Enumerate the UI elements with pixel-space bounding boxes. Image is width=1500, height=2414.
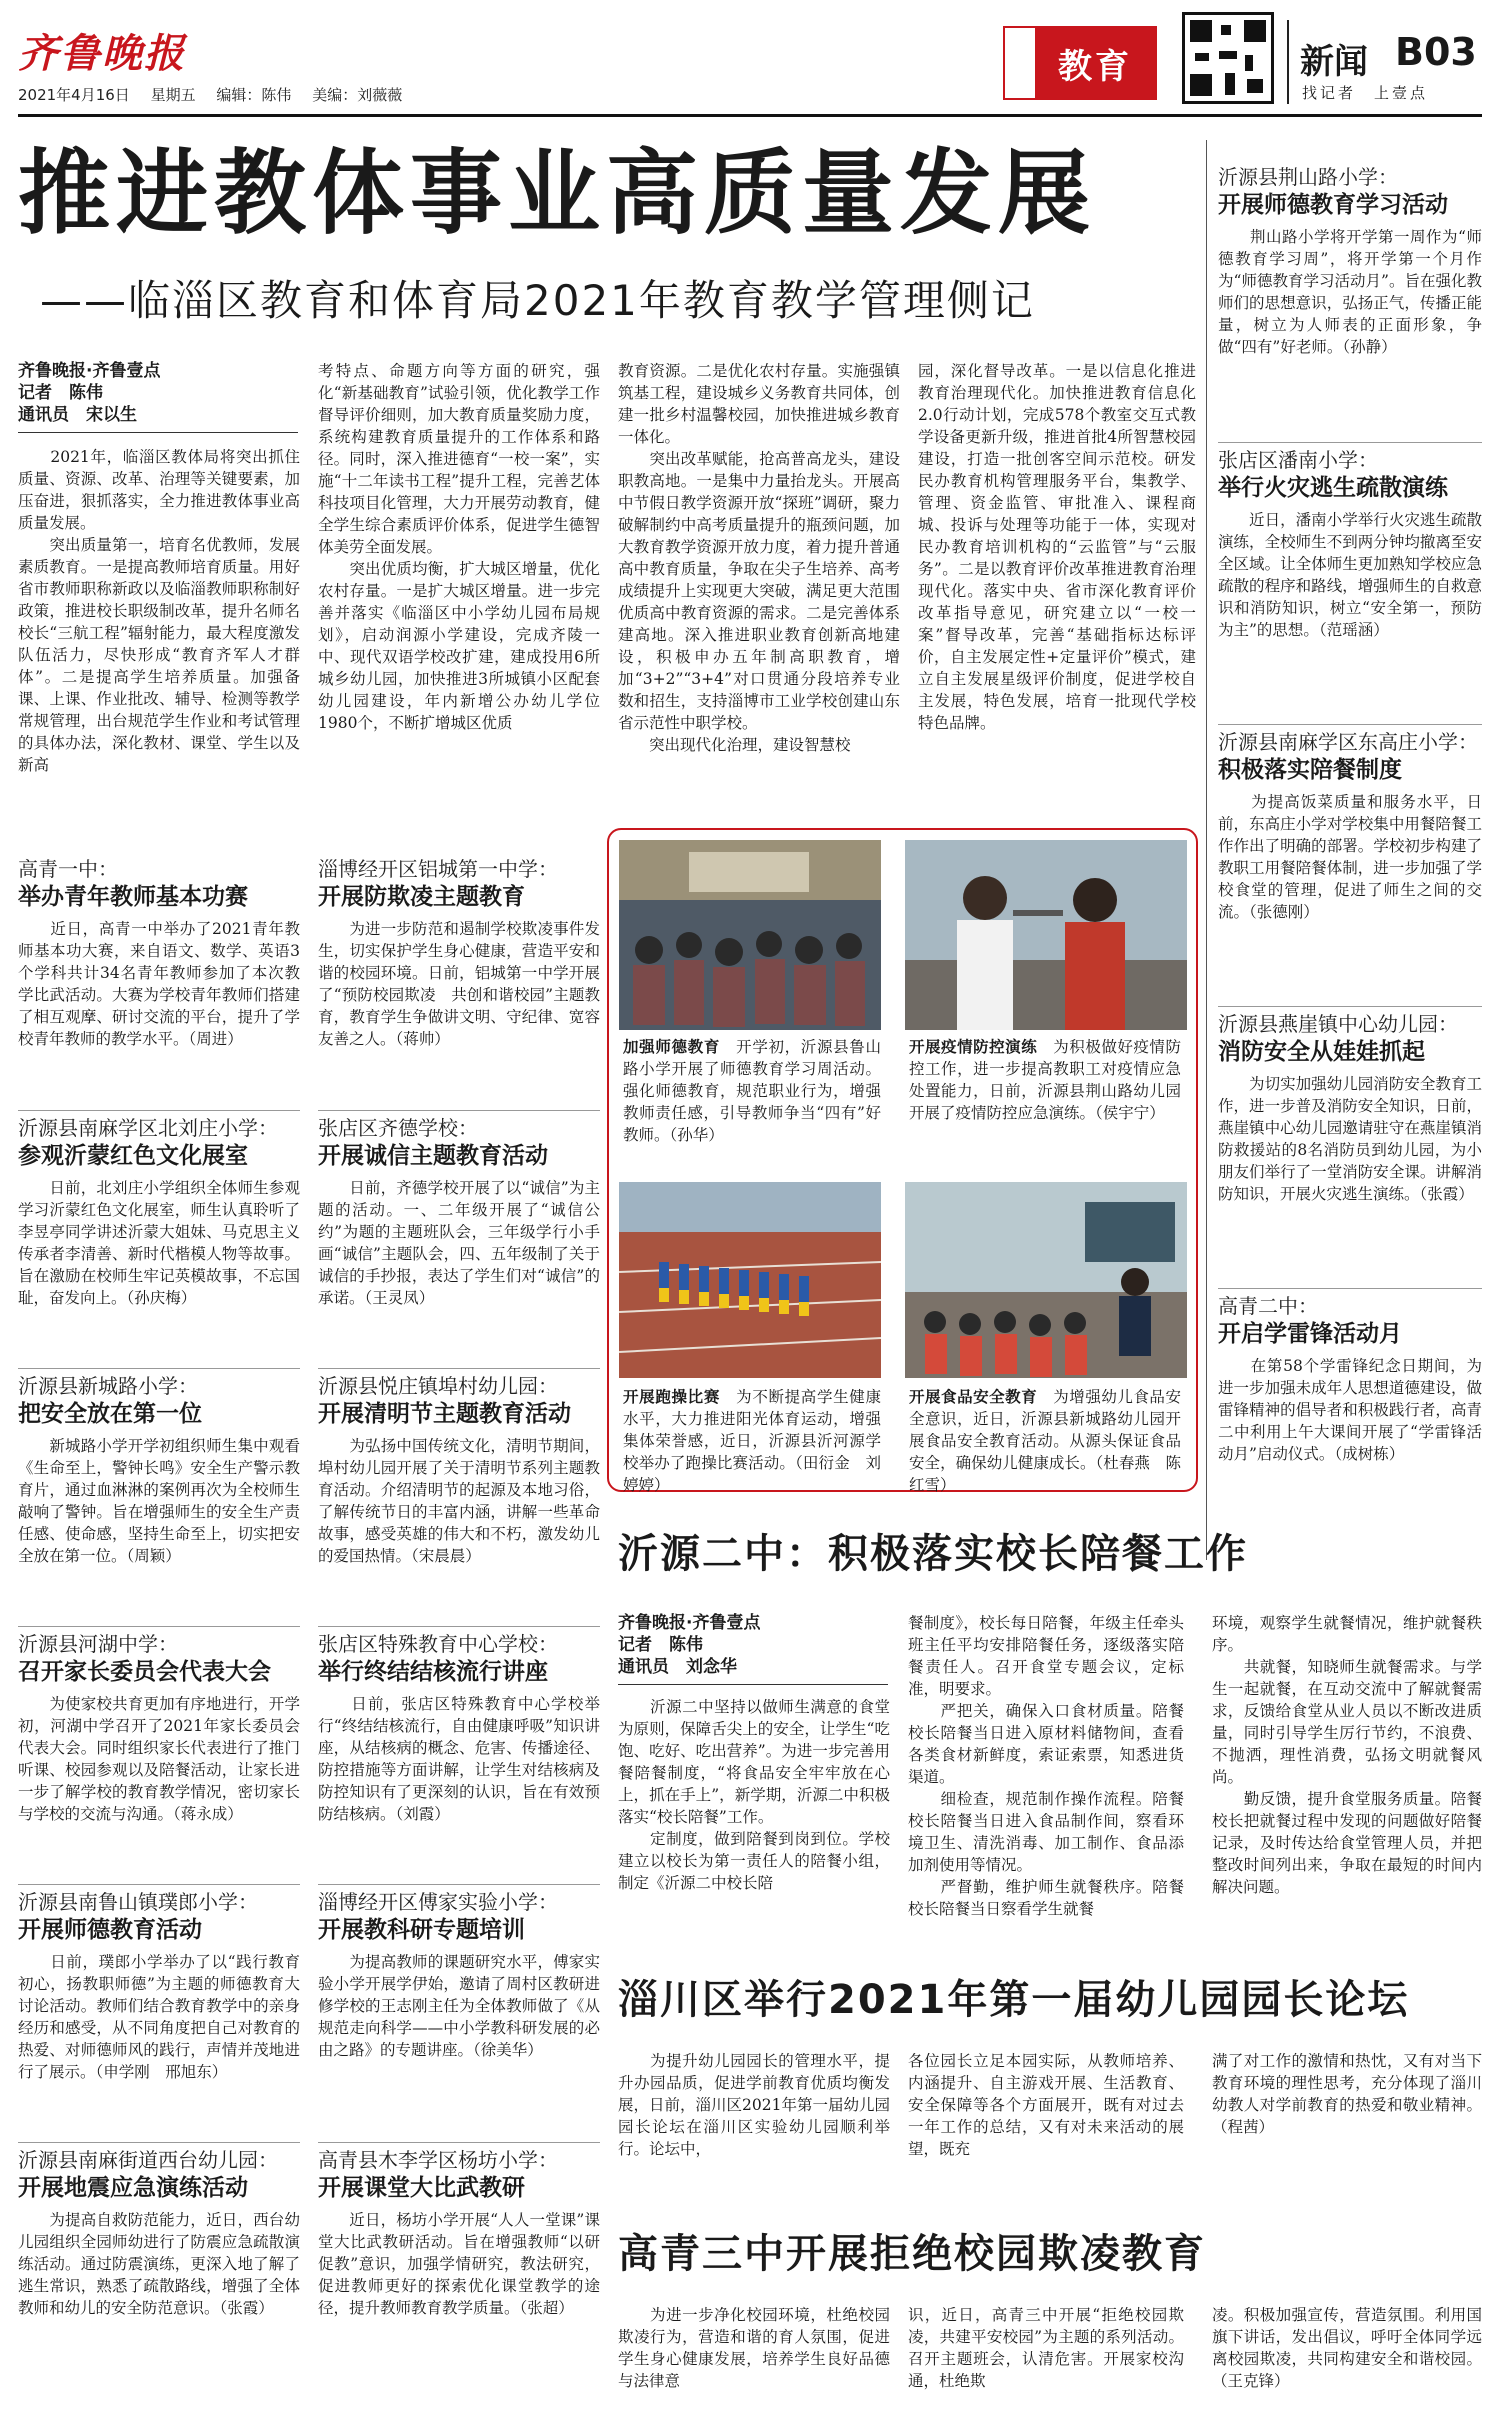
brief-body — [18, 1435, 300, 1567]
brief-school-name: 张店区潘南小学： — [1218, 448, 1378, 472]
brief-headline: 开展师德教育活动 — [18, 1917, 202, 1943]
brief-author: （成树栋） — [1334, 1445, 1405, 1463]
brief-body — [318, 1951, 600, 2061]
masthead-divider — [1287, 20, 1289, 104]
left-brief — [18, 2142, 300, 2404]
photo-caption-4-body: 为增强幼儿食品安全意识，近日，沂源县新城路幼儿园开展食品安全教育活动。从源头保证食品安全，确保幼儿健康成长。 — [909, 1388, 1181, 1472]
byline-reporter: 记者 陈伟 — [18, 383, 103, 403]
left-brief — [18, 1368, 300, 1626]
brief-body-text: 近日，潘南小学举行火灾逃生疏散演练，全校师生不到两分钟均撤离至安全区域。让全体师生更加熟知学校应急疏散的程序和路线，增强师生的自救意识和消防知识，树立“安全第一，预防为主”的思想。 — [1218, 511, 1482, 639]
article4-author: （王克锋） — [1212, 2372, 1290, 2390]
brief-body-text: 日前，张店区特殊教育中心学校举行“终结结核流行，自由健康呼吸”知识讲座，从结核病的概念、危害、传播途径、防控措施等方面讲解，让学生对结核病及防控知识有了更深刻的认识，旨在有效预防结核病。 — [318, 1695, 600, 1823]
brief-body-text: 为提高饭菜质量和服务水平，日前，东高庄小学对学校集中用餐陪餐工作作出了明确的部署。学校初步构建了教职工用餐陪餐体制，进一步加强了学校食堂的管理，促进了师生之间的交流。 — [1218, 793, 1482, 921]
brief-headline: 开展课堂大比武教研 — [318, 2175, 525, 2201]
left-brief — [18, 1884, 300, 2142]
brief-school-name: 沂源县河湖中学： — [18, 1632, 178, 1656]
brief-author: （蒋永成） — [173, 1805, 243, 1823]
article3-col1: 为提升幼儿园园长的管理水平，提升办园品质，促进学前教育优质均衡发展，日前，淄川区2021年第一届幼儿园园长论坛在淄川区实验幼儿园顺利举行。论坛中， — [618, 2052, 890, 2158]
middle-brief — [318, 1626, 600, 1884]
brief-author: （徐美华） — [473, 2041, 543, 2059]
issue-weekday: 星期五 — [150, 86, 196, 104]
brief-body — [318, 1693, 600, 1825]
brief-body — [1218, 226, 1482, 358]
byline-outlet: 齐鲁晚报·齐鲁壹点 — [18, 361, 161, 381]
brief-author: （范瑶涵） — [1318, 621, 1389, 639]
article2-col2: 餐制度》，校长每日陪餐，年级主任牵头班主任平均安排陪餐任务，逐级落实陪餐责任人。召开食堂专题会议，定标准，明要求。 严把关，确保入口食材质量。陪餐校长陪餐当日进入原材料储物间，查看各类食材新鲜度，索证索票，知悉进货渠道。 细检查，规范制作操作流程。陪餐校长陪餐当日进入食品制作间，察看环境卫生、清洗消毒、加工制作、食品添加剂使用等情况。 严督勤，维护师生就餐秩序。陪餐校长陪餐当日察看学生就餐 — [908, 1614, 1184, 1918]
brief-school-name: 张店区特殊教育中心学校： — [318, 1632, 558, 1656]
lead-body-col2: 考特点、命题方向等方面的研究，强化“新基础教育”试验引领，优化教学工作督导评价细则，加大教育质量奖励力度，系统构建教育质量提升的工作体系和路径。同时，深入推进德育“一校一案”，实施“十二年读书工程”提升工程，完善艺体科技项目化管理，大力开展劳动教育，健全学生综合素质评价体系，促进学生德智体美劳全面发展。 突出优质均衡，扩大城区增量，优化农村存量。一是扩大城区增量。进一步完善并落实《临淄区中小学幼儿园布局规划》，启动润源小学建设，完成齐陵一中、现代双语学校改扩建，建成投用6所城乡幼儿园，加快推进3所城镇小区配套幼儿园建设，年内新增公办幼儿学位1980个，不断扩增城区优质 — [318, 362, 600, 732]
brief-author: （孙静） — [1342, 338, 1397, 356]
lead-byline — [18, 360, 308, 426]
brief-headline: 参观沂蒙红色文化展室 — [18, 1143, 248, 1169]
brief-body — [18, 1951, 300, 2083]
qr-code-icon — [1182, 12, 1274, 104]
brief-author: （申学刚 邢旭东） — [95, 2063, 228, 2081]
article2-byline-reporter: 记者 陈伟 — [618, 1635, 703, 1655]
brief-body — [1218, 1355, 1482, 1465]
brief-headline: 开启学雷锋活动月 — [1218, 1321, 1402, 1347]
photo-caption-3-body: 为不断提高学生健康水平，大力推进阳光体育运动，增强集体荣誉感，近日，沂源县沂河源学校举办了跑操比赛活动。 — [623, 1388, 881, 1472]
article2-byline-correspondent: 通讯员 刘念华 — [618, 1657, 737, 1677]
brief-headline: 开展教科研专题培训 — [318, 1917, 525, 1943]
brief-body — [1218, 509, 1482, 641]
right-column-divider — [1206, 140, 1207, 1560]
brief-author: （孙庆梅） — [126, 1289, 197, 1307]
brief-body-text: 荆山路小学将开学第一周作为“师德教育学习周”，将开学第一个月作为“师德教育学习活动月”。旨在强化教师们的思想意识，弘扬正气，传播正能量，树立为人师表的正面形象，争做“四有”好老师。 — [1218, 228, 1482, 356]
middle-brief — [318, 1368, 600, 1626]
brief-body-text: 为提高自救防范能力，近日，西台幼儿园组织全园师幼进行了防震应急疏散演练活动。通过防震演练，更深入地了解了逃生常识，熟悉了疏散路线，增强了全体教师和幼儿的安全防范意识。 — [18, 2211, 300, 2317]
lead-subheadline: ——临淄区教育和体育局2021年教育教学管理侧记 — [40, 276, 1035, 325]
brief-body — [18, 1177, 300, 1309]
brief-school-name: 沂源县南麻学区东高庄小学： — [1218, 730, 1478, 754]
article2-byline-rule — [618, 1684, 888, 1685]
article2-col3: 环境，观察学生就餐情况，维护就餐秩序。 共就餐，知晓师生就餐需求。与学生一起就餐，在互动交流中了解就餐需求，反馈给食堂从业人员以不断改进质量，同时引导学生厉行节约，不浪费、不抛洒，理性消费，弘扬文明就餐风尚。 勤反馈，提升食堂服务质量。陪餐校长把就餐过程中发现的问题做好陪餐记录，及时传达给食堂管理人员，并把整改时间列出来，争取在最短的时间内解决问题。 — [1212, 1614, 1482, 1896]
article3-title: 淄川区举行2021年第一届幼儿园园长论坛 — [618, 1977, 1410, 2023]
brief-school-name: 沂源县燕崖镇中心幼儿园： — [1218, 1012, 1458, 1036]
photo-caption-3-head: 开展跑操比赛 — [623, 1388, 720, 1406]
left-briefs-column — [18, 852, 300, 2404]
photo-caption-3 — [623, 1386, 881, 1496]
photo-caption-2-head: 开展疫情防控演练 — [909, 1038, 1038, 1056]
brief-school-name: 淄博经开区傅家实验小学： — [318, 1890, 558, 1914]
article3-col2: 各位园长立足本园实际，从教师培养、内涵提升、自主游戏开展、生活教育、安全保障等各个方面展开，既有对过去一年工作的总结，又有对未来活动的展望，既充 — [908, 2052, 1184, 2158]
issue-meta — [18, 84, 418, 105]
article4-col1: 为进一步净化校园环境，杜绝校园欺凌行为，营造和谐的育人氛围，促进学生身心健康发展，培养学生良好品德与法律意 — [618, 2306, 890, 2390]
brief-school-name: 高青二中： — [1218, 1294, 1318, 1318]
brief-headline: 举行火灾逃生疏散演练 — [1218, 475, 1448, 501]
page-staff: 找记者 上壹点 — [1302, 84, 1429, 102]
brief-body — [1218, 791, 1482, 923]
brief-body-text: 为使家校共育更加有序地进行，开学初，河湖中学召开了2021年家长委员会代表大会。同时组织家长代表进行了推门听课、校园参观以及陪餐活动，让家长进一步了解学校的教育教学情况，密切家长与学校的交流与沟通。 — [18, 1695, 300, 1823]
brief-author: （周颖） — [126, 1547, 181, 1565]
photo-running-competition — [619, 1182, 881, 1378]
brief-headline: 举行终结结核流行讲座 — [318, 1659, 548, 1685]
newspaper-logo: 齐鲁晚报 — [18, 31, 186, 77]
brief-body-text: 近日，杨坊小学开展“人人一堂课”课堂大比武教研活动。旨在增强教师“以研促教”意识，加强学情研究，教法研究，促进教师更好的探索优化课堂教学的途径，提升教师教育教学质量。 — [318, 2211, 600, 2317]
article2-byline-outlet: 齐鲁晚报·齐鲁壹点 — [618, 1613, 761, 1633]
brief-author: （宋晨晨） — [411, 1547, 481, 1565]
brief-headline: 开展诚信主题教育活动 — [318, 1143, 548, 1169]
photo-teacher-meeting — [619, 840, 881, 1030]
issue-editor: 编辑：陈伟 — [216, 86, 292, 104]
brief-author: （张德刚） — [1249, 903, 1319, 921]
lead-headline: 推进教体事业高质量发展 — [18, 140, 1097, 247]
brief-school-name: 沂源县悦庄镇埠村幼儿园： — [318, 1374, 558, 1398]
right-brief — [1218, 1006, 1482, 1288]
photo-epidemic-drill — [905, 840, 1187, 1030]
page-section: 新闻 — [1300, 42, 1368, 82]
brief-school-name: 沂源县南鲁山镇璞郎小学： — [18, 1890, 258, 1914]
photo-caption-4-head: 开展食品安全教育 — [909, 1388, 1038, 1406]
right-brief — [1218, 1288, 1482, 1570]
article3-col3 — [1212, 2050, 1482, 2204]
byline-rule — [18, 432, 298, 433]
brief-headline: 开展清明节主题教育活动 — [318, 1401, 571, 1427]
article2-col1: 沂源二中坚持以做师生满意的食堂为原则，保障舌尖上的安全，让学生“吃饱、吃好、吃出营养”。为进一步完善用餐陪餐制度，“将食品安全牢牢放在心上，抓在手上”，新学期，沂源二中积极落实“校长陪餐”工作。 定制度，做到陪餐到岗到位。学校建立以校长为第一责任人的陪餐小组，制定《沂源二中校长陪 — [618, 1698, 890, 1892]
photo-caption-1-author: （孙华） — [669, 1126, 724, 1144]
photo-caption-3-author: （田衍金 刘婷婷） — [623, 1454, 881, 1494]
brief-author: （蒋帅） — [395, 1030, 450, 1048]
brief-body-text: 为进一步防范和遏制学校欺凌事件发生，切实保护学生身心健康，营造平安和谐的校园环境。日前，铝城第一中学开展了“预防校园欺凌 共创和谐校园”主题教育，教育学生争做讲文明、守纪律、宽容友善之人。 — [318, 920, 600, 1048]
left-brief — [18, 1110, 300, 1368]
brief-headline: 开展地震应急演练活动 — [18, 2175, 248, 2201]
brief-school-name: 沂源县南麻街道西台幼儿园： — [18, 2148, 278, 2172]
right-briefs-column — [1218, 160, 1482, 1570]
brief-body-text: 为切实加强幼儿园消防安全教育工作，进一步普及消防安全知识，日前，燕崖镇中心幼儿园邀请驻守在燕崖镇消防救援站的8名消防员到幼儿园，为小朋友们举行了一堂消防安全课。讲解消防知识，开展火灾逃生演练。 — [1218, 1075, 1482, 1203]
brief-headline: 召开家长委员会代表大会 — [18, 1659, 271, 1685]
photo-caption-1-body: 开学初，沂源县鲁山路小学开展了师德教育学习周活动。强化师德教育，规范职业行为，增强教师责任感，引导教师争当“四有”好教师。 — [623, 1038, 881, 1144]
brief-author: （张超） — [519, 2299, 574, 2317]
lead-body-col4: 园，深化督导改革。一是以信息化推进教育治理现代化。加快推进教育信息化2.0行动计划，完成578个教室交互式教学设备更新升级，推进首批4所智慧校园建设，打造一批创客空间示范校。研发民办教育机构管理服务平台，集教学、管理、资金监管、审批准入、课程商城、投诉与处理等功能于一体，实现对民办教育培训机构的“云监管”与“云服务”。二是以教育评价改革推进教育治理现代化。落实中央、省市深化教育评价改革指导意见，研究建立以“一校一案”督导改革，完善“基础指标达标评价，自主发展定性+定量评价”模式，建立自主发展星级评价制度，促进学校自主发展，特色发展，培育一批现代学校特色品牌。 — [918, 362, 1196, 732]
brief-school-name: 沂源县南麻学区北刘庄小学： — [18, 1116, 278, 1140]
brief-school-name: 高青一中： — [18, 857, 118, 881]
brief-school-name: 高青县木李学区杨坊小学： — [318, 2148, 558, 2172]
brief-body — [18, 918, 300, 1050]
brief-body-text: 近日，高青一中举办了2021青年教师基本功大赛，来自语文、数学、英语3个学科共计34名青年教师参加了本次教学比武活动。大赛为学校青年教师们搭建了相互观摩、研讨交流的平台，提升了学校青年教师的教学水平。 — [18, 920, 300, 1048]
middle-brief — [318, 1884, 600, 2142]
brief-body — [18, 2209, 300, 2319]
right-brief — [1218, 160, 1482, 442]
brief-headline: 开展防欺凌主题教育 — [318, 884, 525, 910]
photo-caption-2-body: 为积极做好疫情防控工作，进一步提高教职工对疫情应急处置能力，日前，沂源县荆山路幼儿园开展了疫情防控应急演练。 — [909, 1038, 1181, 1122]
brief-school-name: 沂源县新城路小学： — [18, 1374, 198, 1398]
photo-caption-2-author: （侯宇宁） — [1095, 1104, 1165, 1122]
brief-headline: 消防安全从娃娃抓起 — [1218, 1039, 1425, 1065]
photo-food-safety — [905, 1182, 1187, 1378]
article4-col3-text: 凌。积极加强宣传，营造氛围。利用国旗下讲话，发出倡议，呼吁全体同学远离校园欺凌，共同构建安全和谐校园。 — [1212, 2306, 1482, 2368]
brief-body — [318, 1177, 600, 1309]
article3-author: （程茜） — [1212, 2118, 1275, 2136]
photo-caption-4-author: （杜春燕 陈红雪） — [909, 1454, 1181, 1494]
brief-headline: 开展师德教育学习活动 — [1218, 192, 1448, 218]
section-tag — [1003, 26, 1157, 100]
top-rule — [18, 114, 1482, 117]
article4-title: 高青三中开展拒绝校园欺凌教育 — [618, 2231, 1206, 2277]
photo-news-box — [607, 828, 1198, 1492]
brief-body — [1218, 1073, 1482, 1205]
middle-brief — [318, 1110, 600, 1368]
brief-author: （刘霞） — [395, 1805, 450, 1823]
brief-author: （张霞） — [219, 2299, 274, 2317]
brief-body-text: 日前，齐德学校开展了以“诚信”为主题的活动。一、二年级开展了“诚信公约”为题的主题班队会，三年级学行小手画“诚信”主题队会，四、五年级制了关于诚信的手抄报，表达了学生们对“诚信”的承诺。 — [318, 1179, 600, 1307]
brief-school-name: 淄博经开区铝城第一中学： — [318, 857, 558, 881]
brief-body — [318, 1435, 600, 1567]
lead-body-col3: 教育资源。二是优化农村存量。实施强镇筑基工程，建设城乡义务教育共同体，创建一批乡村温馨校园，加快推进城乡教育一体化。 突出改革赋能，抢高普高龙头，建设职教高地。一是集中力量抬龙头。开展高中节假日教学资源开放“探班”调研，聚力破解制约中高考质量提升的瓶颈问题，加大教育教学资源开放力度，着力提升普通高中教育质量，争取在尖子生培养、高考成绩提升上实现更大突破，满足更大范围优质高中教育资源的需求。二是完善体系建高地。深入推进职业教育创新高地建设，积极申办五年制高职教育，增加“3+2”“3+4”对口贯通分段培养专业数和招生，支持淄博市工业学校创建山东省示范性中职学校。 突出现代化治理，建设智慧校 — [618, 362, 900, 754]
brief-author: （王灵凤） — [364, 1289, 435, 1307]
photo-caption-2 — [909, 1036, 1181, 1124]
middle-briefs-column — [318, 852, 600, 2404]
brief-author: （张霞） — [1419, 1185, 1474, 1203]
article4-col3 — [1212, 2304, 1482, 2414]
photo-caption-1 — [623, 1036, 881, 1146]
right-brief — [1218, 442, 1482, 724]
middle-brief — [318, 2142, 600, 2404]
left-brief — [18, 852, 300, 1110]
right-brief — [1218, 724, 1482, 1006]
brief-body-text: 为提高教师的课题研究水平，傅家实验小学开展学伊始，邀请了周村区教研进修学校的王志刚主任为全体教师做了《从规范走向科学——中小学教科研发展的必由之路》的专题讲座。 — [318, 1953, 600, 2059]
article2-title: 沂源二中：积极落实校长陪餐工作 — [618, 1531, 1248, 1577]
brief-body — [18, 1693, 300, 1825]
brief-body-text: 在第58个学雷锋纪念日期间，为进一步加强未成年人思想道德建设，做雷锋精神的倡导者和积极践行者，高青二中利用上午大课间开展了“学雷锋活动月”启动仪式。 — [1218, 1357, 1482, 1463]
brief-headline: 积极落实陪餐制度 — [1218, 757, 1402, 783]
section-tag-label: 教育 — [1035, 28, 1155, 98]
left-brief — [18, 1626, 300, 1884]
page-number: B03 — [1395, 30, 1477, 74]
byline-correspondent: 通讯员 宋以生 — [18, 405, 137, 425]
article4-col2: 识，近日，高青三中开展“拒绝校园欺凌，共建平安校园”为主题的系列活动。召开主题班会，认清危害。开展家校沟通，杜绝欺 — [908, 2306, 1184, 2390]
issue-date: 2021年4月16日 — [18, 86, 130, 104]
brief-author: （周进） — [188, 1030, 243, 1048]
brief-body-text: 为弘扬中国传统文化，清明节期间，埠村幼儿园开展了关于清明节系列主题教育活动。介绍清明节的起源及本地习俗，了解传统节日的丰富内涵，讲解一些革命故事，感受英雄的伟大和不朽，激发幼儿的爱国热情。 — [318, 1437, 600, 1565]
photo-caption-4 — [909, 1386, 1181, 1496]
article2-byline — [618, 1612, 898, 1678]
brief-body-text: 新城路小学开学初组织师生集中观看《生命至上，警钟长鸣》安全生产警示教育片，通过血淋淋的案例再次为全校师生敲响了警钟。旨在增强师生的安全生产责任感、使命感，坚持生命至上，切实把安全放在第一位。 — [18, 1437, 300, 1565]
article3-col3-text: 满了对工作的激情和热忱，又有对当下教育环境的理性思考，充分体现了淄川幼教人对学前教育的热爱和敬业精神。 — [1212, 2052, 1482, 2114]
brief-school-name: 张店区齐德学校： — [318, 1116, 478, 1140]
brief-headline: 举办青年教师基本功赛 — [18, 884, 248, 910]
brief-body — [318, 2209, 600, 2319]
issue-designer: 美编：刘薇薇 — [312, 86, 403, 104]
brief-school-name: 沂源县荆山路小学： — [1218, 165, 1398, 189]
brief-body — [318, 918, 600, 1050]
brief-body-text: 日前，北刘庄小学组织全体师生参观学习沂蒙红色文化展室，师生认真聆听了李昱亭同学讲述沂蒙大姐妹、马克思主义传承者李清善、新时代楷模人物等故事。旨在激励在校师生牢记英模故事，不忘国耻，奋发向上。 — [18, 1179, 300, 1307]
photo-caption-1-head: 加强师德教育 — [623, 1038, 720, 1056]
brief-headline: 把安全放在第一位 — [18, 1401, 202, 1427]
lead-body-col1: 2021年，临淄区教体局将突出抓住质量、资源、改革、治理等关键要素，加压奋进，狠抓落实，全力推进教体事业高质量发展。 突出质量第一，培育名优教师，发展素质教育。一是提高教师培育质量。用好省市教师职称新政以及临淄教师职称制好政策，推进校长职级制改革，提升名师名校长“三航工程”辐射能力，最大程度激发队伍活力，尽快形成“教育齐军人才群体”。二是提高学生培养质量。加强备课、上课、作业批改、辅导、检测等教学常规管理，出台规范学生作业和考试管理的具体办法，深化教材、课堂、学生以及新高 — [18, 448, 300, 774]
middle-brief — [318, 852, 600, 1110]
brief-body-text: 日前，璞郎小学举办了以“践行教育初心，扬教职师德”为主题的师德教育大讨论活动。教师们结合教育教学中的亲身经历和感受，从不同角度把自己对教育的热爱、对师德师风的践行，声情并茂地进行了展示。 — [18, 1953, 300, 2081]
